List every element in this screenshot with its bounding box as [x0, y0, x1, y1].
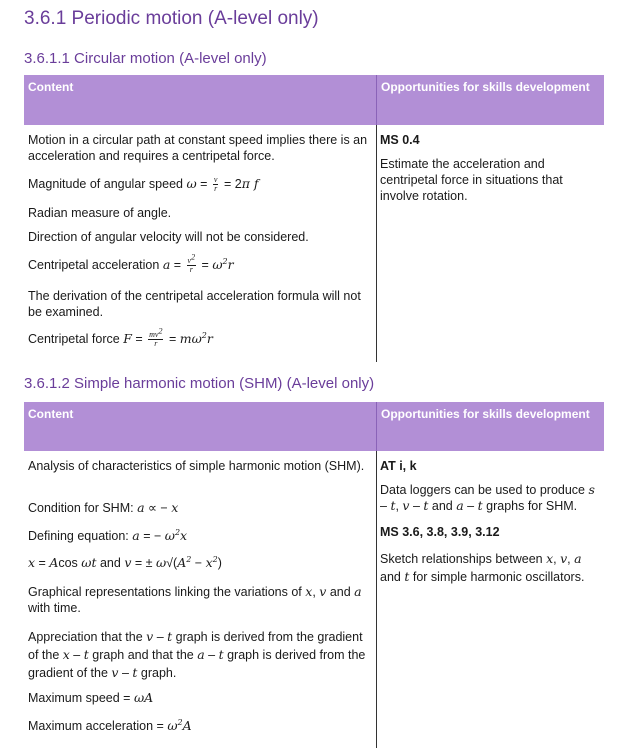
table-header-shm	[24, 402, 604, 451]
circular-motion-intro: Motion in a circular path at constant speed implies there is an acceleration and requires a centripetal force.	[28, 133, 368, 163]
header-content-cell	[24, 75, 377, 125]
column-divider	[376, 125, 377, 362]
radian-measure-text: Radian measure of angle.	[28, 206, 172, 220]
header-opportunities-label: Opportunities for skills development	[381, 80, 590, 94]
shm-defining-equation-line: Defining equation: a = − $\omega^2x$	[28, 527, 188, 543]
shm-intro: Analysis of characteristics of simple harmonic motion (SHM).	[28, 459, 365, 473]
column-divider	[376, 451, 377, 748]
maximum-speed-line: Maximum speed = ωA	[28, 690, 154, 705]
skills-text-circular: Estimate the acceleration and centripetal force in situations that involve rotation.	[380, 157, 563, 203]
gradient-appreciation-text: Appreciation that the v – t graph is derived from the gradient of the x – t graph and that the a – t graph is derived from the gradient of the v – t graph.	[28, 629, 366, 680]
skills-code-at: AT i, k	[380, 459, 417, 473]
header-content-label: Content	[28, 80, 74, 94]
angular-speed-line: Magnitude of angular speed ω = $\frac{v}{r}$ = 2π f	[28, 175, 259, 194]
graphical-representations-text: Graphical representations linking the variations of x, v and a with time.	[28, 584, 362, 615]
maximum-acceleration-line: Maximum acceleration = $\omega^2A$	[28, 717, 192, 733]
section-heading-shm: 3.6.1.2 Simple harmonic motion (SHM) (A-level only)	[24, 375, 375, 392]
header-content-cell	[24, 402, 377, 451]
skills-code-ms04: MS 0.4	[380, 133, 420, 147]
shm-condition-line: Condition for SHM: a ∝ − x	[28, 500, 179, 515]
section-heading-circular-motion: 3.6.1.1 Circular motion (A-level only)	[24, 50, 267, 67]
centripetal-force-line: Centripetal force F = $\frac{mv^2}{r}$ = $m\omega^2r$	[28, 326, 213, 349]
skills-code-ms: MS 3.6, 3.8, 3.9, 3.12	[380, 525, 500, 539]
angular-velocity-direction-text: Direction of angular velocity will not be considered.	[28, 230, 309, 244]
skills-text-data-loggers: Data loggers can be used to produce s – t, v – t and a – t graphs for SHM.	[380, 482, 595, 513]
derivation-note-text: The derivation of the centripetal acceleration formula will not be examined.	[28, 289, 361, 319]
table-header-circular	[24, 75, 604, 125]
page-title: 3.6.1 Periodic motion (A-level only)	[24, 8, 319, 29]
skills-text-sketch: Sketch relationships between x, v, a and t for simple harmonic oscillators.	[380, 551, 585, 584]
header-opportunities-label: Opportunities for skills development	[381, 407, 590, 421]
header-content-label: Content	[28, 407, 74, 421]
centripetal-acceleration-line: Centripetal acceleration a = $\frac{v^2}{r}$ = $\omega^2r$	[28, 252, 234, 275]
shm-solution-line: x = Acos ωt and v = ± $\omega√(A^2 - x^2)$	[28, 554, 222, 570]
